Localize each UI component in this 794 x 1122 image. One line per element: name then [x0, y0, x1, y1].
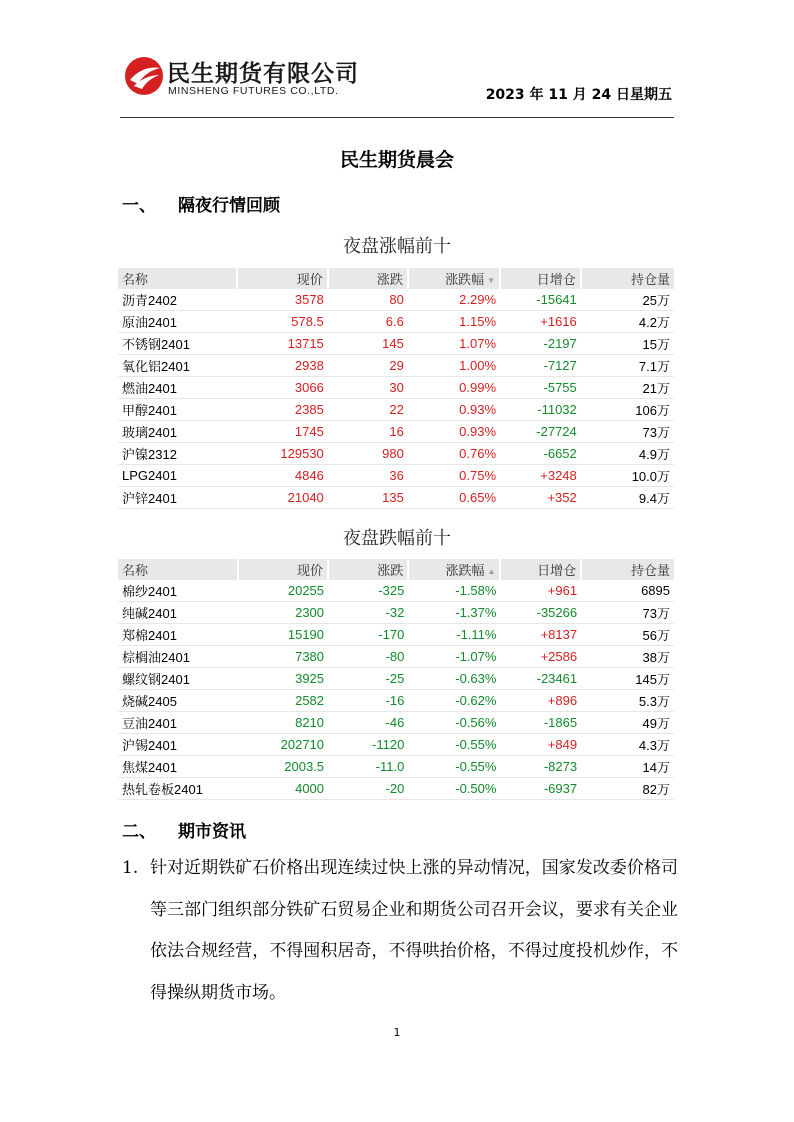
- section-title: 隔夜行情回顾: [178, 196, 280, 216]
- table-cell: 1745: [237, 421, 327, 443]
- header-divider: [120, 117, 674, 118]
- table-cell: -6937: [500, 778, 581, 800]
- table-cell: 0.93%: [408, 421, 500, 443]
- table-cell: -1.37%: [408, 602, 500, 624]
- column-header-label: 持仓量: [630, 272, 670, 287]
- table-cell: -0.55%: [408, 756, 500, 778]
- table-cell: 甲醇2401: [118, 399, 237, 421]
- column-header-label: 涨跌幅: [445, 272, 485, 287]
- table-cell: 21万: [581, 377, 674, 399]
- table-cell: 15190: [238, 624, 328, 646]
- table-cell: 202710: [238, 734, 328, 756]
- losers-table: [118, 559, 674, 800]
- table-cell: -6652: [500, 443, 581, 465]
- table-cell: 沪锡2401: [118, 734, 238, 756]
- table-cell: 棉纱2401: [118, 580, 238, 602]
- table-row[interactable]: [118, 646, 674, 668]
- table-cell: 2003.5: [238, 756, 328, 778]
- news-item-number: 1.: [122, 858, 139, 878]
- table-row[interactable]: [118, 668, 674, 690]
- table-header-row: [118, 268, 674, 289]
- table-row[interactable]: [118, 399, 674, 421]
- table-cell: 郑棉2401: [118, 624, 238, 646]
- sort-asc-icon[interactable]: ▲: [487, 567, 496, 576]
- table-cell: 56万: [581, 624, 674, 646]
- table-row[interactable]: [118, 443, 674, 465]
- table-cell: -5755: [500, 377, 581, 399]
- table-cell: 14万: [581, 756, 674, 778]
- table-cell: 106万: [581, 399, 674, 421]
- table-row[interactable]: [118, 602, 674, 624]
- table-cell: 沪锌2401: [118, 487, 237, 509]
- table-cell: -1.11%: [408, 624, 500, 646]
- column-header[interactable]: [581, 559, 674, 580]
- table-cell: 玻璃2401: [118, 421, 237, 443]
- table-cell: -0.63%: [408, 668, 500, 690]
- column-header-label: 涨跌幅: [445, 563, 485, 578]
- table-row[interactable]: [118, 756, 674, 778]
- logo-company-name-en: MINSHENG FUTURES CO.,LTD.: [168, 85, 339, 97]
- table-cell: 10.0万: [581, 465, 674, 487]
- table-cell: 2300: [238, 602, 328, 624]
- table-cell: -1.07%: [408, 646, 500, 668]
- gainers-table-body: [118, 289, 674, 509]
- table-cell: 578.5: [237, 311, 327, 333]
- column-header[interactable]: [118, 268, 237, 289]
- table-cell: 棕榈油2401: [118, 646, 238, 668]
- losers-table-body: [118, 580, 674, 800]
- table-cell: -46: [328, 712, 408, 734]
- table-row[interactable]: [118, 355, 674, 377]
- section-number: 一、: [122, 196, 156, 216]
- table-row[interactable]: [118, 778, 674, 800]
- column-header-label: 现价: [296, 272, 323, 287]
- document-title: 民生期货晨会: [339, 149, 454, 171]
- table-cell: +2586: [500, 646, 581, 668]
- table-row[interactable]: [118, 311, 674, 333]
- table-cell: 13715: [237, 333, 327, 355]
- column-header[interactable]: [581, 268, 674, 289]
- table-cell: 8210: [238, 712, 328, 734]
- table-cell: 0.99%: [408, 377, 500, 399]
- table-cell: -0.55%: [408, 734, 500, 756]
- table-cell: 2582: [238, 690, 328, 712]
- table-cell: 80: [328, 289, 408, 311]
- company-logo: [124, 54, 364, 100]
- table-cell: 4.3万: [581, 734, 674, 756]
- table-row[interactable]: [118, 421, 674, 443]
- table-cell: -1865: [500, 712, 581, 734]
- column-header-label: 名称: [122, 563, 149, 578]
- table-cell: -20: [328, 778, 408, 800]
- table-cell: 145: [328, 333, 408, 355]
- table-cell: 4.9万: [581, 443, 674, 465]
- table-cell: 0.75%: [408, 465, 500, 487]
- table-row[interactable]: [118, 580, 674, 602]
- table-cell: 22: [328, 399, 408, 421]
- column-header-label: 名称: [122, 272, 149, 287]
- table-cell: 20255: [238, 580, 328, 602]
- section-heading-overnight: [122, 191, 280, 216]
- table-cell: -1120: [328, 734, 408, 756]
- table-cell: -15641: [500, 289, 581, 311]
- table-row[interactable]: [118, 624, 674, 646]
- table-cell: 36: [328, 465, 408, 487]
- table-row[interactable]: [118, 690, 674, 712]
- column-header[interactable]: [238, 559, 328, 580]
- column-header[interactable]: [328, 559, 408, 580]
- table-cell: 氧化铝2401: [118, 355, 237, 377]
- table-cell: 7380: [238, 646, 328, 668]
- minsheng-logo-icon: [124, 56, 164, 96]
- table-cell: 25万: [581, 289, 674, 311]
- table-row[interactable]: [118, 377, 674, 399]
- table-cell: 螺纹钢2401: [118, 668, 238, 690]
- table-cell: 82万: [581, 778, 674, 800]
- section-number: 二、: [122, 822, 156, 842]
- table-cell: 16: [328, 421, 408, 443]
- table-cell: -8273: [500, 756, 581, 778]
- table-cell: 9.4万: [581, 487, 674, 509]
- table-cell: +849: [500, 734, 581, 756]
- table-cell: 2.29%: [408, 289, 500, 311]
- table-cell: 0.65%: [408, 487, 500, 509]
- column-header-label: 涨跌: [376, 272, 403, 287]
- gainers-table: [118, 268, 674, 509]
- table-cell: -0.56%: [408, 712, 500, 734]
- news-item-text: 针对近期铁矿石价格出现连续过快上涨的异动情况，国家发改委价格司等三部门组织部分铁矿石贸易企业和期货公司召开会议，要求有关企业依法合规经营，不得囤积居奇，不得哄抬价格，不得过度投机炒作，不得操纵期货市场。: [150, 858, 678, 1003]
- table-header-row: [118, 559, 674, 580]
- table-cell: 129530: [237, 443, 327, 465]
- column-header[interactable]: [237, 268, 327, 289]
- table-cell: +896: [500, 690, 581, 712]
- table-cell: 73万: [581, 602, 674, 624]
- report-date: 2023 年 11 月 24 日星期五: [485, 87, 672, 103]
- table-cell: -11032: [500, 399, 581, 421]
- table-cell: 6895: [581, 580, 674, 602]
- table-cell: 30: [328, 377, 408, 399]
- column-header[interactable]: [328, 268, 408, 289]
- sort-desc-icon[interactable]: ▼: [487, 276, 496, 285]
- table-cell: -16: [328, 690, 408, 712]
- table-cell: -27724: [500, 421, 581, 443]
- section-title: 期市资讯: [178, 822, 246, 842]
- table-cell: -325: [328, 580, 408, 602]
- column-header[interactable]: [408, 268, 500, 289]
- table-row[interactable]: [118, 465, 674, 487]
- table-cell: 135: [328, 487, 408, 509]
- table-cell: 5.3万: [581, 690, 674, 712]
- table-cell: 1.15%: [408, 311, 500, 333]
- table-cell: 0.93%: [408, 399, 500, 421]
- table-row[interactable]: [118, 712, 674, 734]
- table-caption-gainers: 夜盘涨幅前十: [343, 236, 451, 257]
- table-cell: 1.00%: [408, 355, 500, 377]
- table-cell: +961: [500, 580, 581, 602]
- table-cell: -170: [328, 624, 408, 646]
- table-cell: 烧碱2405: [118, 690, 238, 712]
- table-cell: +352: [500, 487, 581, 509]
- table-cell: -0.50%: [408, 778, 500, 800]
- table-cell: 49万: [581, 712, 674, 734]
- logo-company-name-cn: 民生期货有限公司: [167, 61, 359, 87]
- column-header[interactable]: [408, 559, 500, 580]
- table-caption-losers: 夜盘跌幅前十: [343, 528, 451, 549]
- table-cell: -1.58%: [408, 580, 500, 602]
- table-row[interactable]: [118, 487, 674, 509]
- table-cell: 焦煤2401: [118, 756, 238, 778]
- table-cell: 沥青2402: [118, 289, 237, 311]
- table-row[interactable]: [118, 734, 674, 756]
- table-cell: 1.07%: [408, 333, 500, 355]
- table-cell: LPG2401: [118, 465, 237, 487]
- table-cell: -23461: [500, 668, 581, 690]
- table-cell: 沪镍2312: [118, 443, 237, 465]
- section-heading-news: [122, 817, 246, 842]
- table-cell: +1616: [500, 311, 581, 333]
- table-cell: 2385: [237, 399, 327, 421]
- table-cell: 3066: [237, 377, 327, 399]
- table-cell: -0.62%: [408, 690, 500, 712]
- column-header[interactable]: [500, 268, 581, 289]
- table-cell: 豆油2401: [118, 712, 238, 734]
- table-cell: -25: [328, 668, 408, 690]
- column-header-label: 现价: [297, 563, 324, 578]
- table-cell: 燃油2401: [118, 377, 237, 399]
- table-cell: 145万: [581, 668, 674, 690]
- table-cell: 38万: [581, 646, 674, 668]
- column-header[interactable]: [500, 559, 581, 580]
- table-cell: -80: [328, 646, 408, 668]
- table-cell: 29: [328, 355, 408, 377]
- table-cell: 7.1万: [581, 355, 674, 377]
- table-cell: -35266: [500, 602, 581, 624]
- table-cell: -32: [328, 602, 408, 624]
- news-item-1: [122, 848, 678, 1014]
- table-cell: 6.6: [328, 311, 408, 333]
- column-header[interactable]: [118, 559, 238, 580]
- table-cell: 21040: [237, 487, 327, 509]
- column-header-label: 涨跌: [377, 563, 404, 578]
- table-cell: 4.2万: [581, 311, 674, 333]
- column-header-label: 日增仓: [536, 272, 576, 287]
- table-cell: +8137: [500, 624, 581, 646]
- table-cell: 4000: [238, 778, 328, 800]
- table-cell: 3925: [238, 668, 328, 690]
- table-cell: -11.0: [328, 756, 408, 778]
- table-cell: -2197: [500, 333, 581, 355]
- page-number: 1: [393, 1026, 401, 1039]
- table-cell: 0.76%: [408, 443, 500, 465]
- table-cell: 原油2401: [118, 311, 237, 333]
- table-cell: 3578: [237, 289, 327, 311]
- table-cell: 热轧卷板2401: [118, 778, 238, 800]
- table-cell: -7127: [500, 355, 581, 377]
- table-cell: 73万: [581, 421, 674, 443]
- table-row[interactable]: [118, 333, 674, 355]
- table-cell: 15万: [581, 333, 674, 355]
- table-cell: 2938: [237, 355, 327, 377]
- table-cell: +3248: [500, 465, 581, 487]
- table-cell: 纯碱2401: [118, 602, 238, 624]
- column-header-label: 持仓量: [630, 563, 670, 578]
- table-row[interactable]: [118, 289, 674, 311]
- table-cell: 不锈钢2401: [118, 333, 237, 355]
- table-cell: 4846: [237, 465, 327, 487]
- column-header-label: 日增仓: [537, 563, 577, 578]
- table-cell: 980: [328, 443, 408, 465]
